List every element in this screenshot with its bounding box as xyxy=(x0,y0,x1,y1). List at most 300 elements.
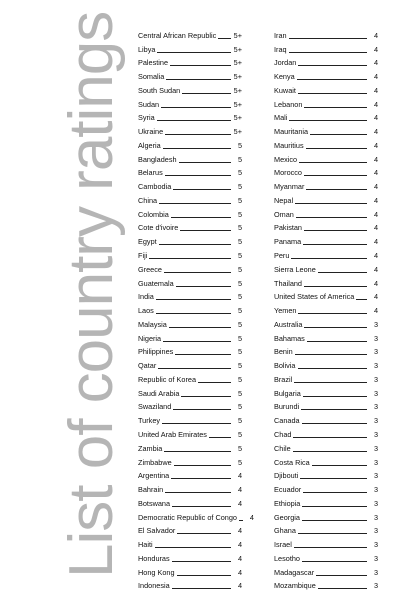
country-rating: 5 xyxy=(237,457,242,467)
country-name: Somalia xyxy=(138,72,165,82)
country-name: Costa Rica xyxy=(274,457,310,467)
country-rating: 5 xyxy=(237,195,242,205)
rating-row xyxy=(274,26,378,40)
country-name: Guatemala xyxy=(138,278,174,288)
rating-row xyxy=(274,232,378,246)
leader-line xyxy=(164,272,231,273)
country-rating: 4 xyxy=(373,195,378,205)
leader-line xyxy=(171,217,231,218)
rating-row xyxy=(138,260,242,274)
rating-row xyxy=(138,288,242,302)
country-name: Egypt xyxy=(138,237,157,247)
country-rating: 3 xyxy=(373,512,378,522)
rating-row xyxy=(274,67,378,81)
country-rating: 4 xyxy=(237,526,242,536)
rating-row xyxy=(138,274,242,288)
country-name: Haiti xyxy=(138,540,153,550)
leader-line xyxy=(156,313,231,314)
country-rating: 4 xyxy=(237,498,242,508)
rating-row xyxy=(138,563,242,577)
rating-row xyxy=(138,26,242,40)
rating-row xyxy=(138,439,242,453)
rating-row xyxy=(138,508,254,522)
leader-line xyxy=(356,299,367,300)
rating-row xyxy=(138,54,242,68)
country-name: Hong Kong xyxy=(138,567,175,577)
country-rating: 5 xyxy=(237,237,242,247)
rating-row xyxy=(274,288,378,302)
country-name: Pakistan xyxy=(274,223,302,233)
rating-row xyxy=(274,480,378,494)
country-name: Swaziland xyxy=(138,402,172,412)
country-rating: 5+ xyxy=(233,127,242,137)
leader-line xyxy=(179,162,231,163)
country-rating: 3 xyxy=(373,498,378,508)
rating-row xyxy=(138,81,242,95)
country-name: Ethiopia xyxy=(274,498,301,508)
leader-line xyxy=(298,313,367,314)
country-rating: 5 xyxy=(237,209,242,219)
rating-row xyxy=(274,549,378,563)
rating-row xyxy=(138,535,242,549)
country-rating: 4 xyxy=(373,292,378,302)
country-rating: 4 xyxy=(373,140,378,150)
leader-line xyxy=(158,368,231,369)
rating-row xyxy=(138,122,242,136)
country-rating: 3 xyxy=(373,402,378,412)
country-name: Bahrain xyxy=(138,485,164,495)
country-name: Nigeria xyxy=(138,333,162,343)
rating-row xyxy=(138,329,242,343)
country-name: Cote d'ivoire xyxy=(138,223,179,233)
country-name: Chile xyxy=(274,443,291,453)
country-rating: 5 xyxy=(237,278,242,288)
leader-line xyxy=(302,561,367,562)
country-name: Zimbabwe xyxy=(138,457,172,467)
country-rating: 4 xyxy=(373,154,378,164)
rating-row xyxy=(274,453,378,467)
country-name: Yemen xyxy=(274,306,297,316)
leader-line xyxy=(303,244,367,245)
leader-line xyxy=(295,354,367,355)
country-name: Iran xyxy=(274,30,287,40)
country-name: United Arab Emirates xyxy=(138,429,207,439)
rating-row xyxy=(274,219,378,233)
country-name: Philippines xyxy=(138,347,174,357)
rating-row xyxy=(274,370,378,384)
country-name: Myanmar xyxy=(274,182,305,192)
country-name: Iraq xyxy=(274,44,287,54)
country-rating: 4 xyxy=(237,567,242,577)
country-rating: 5 xyxy=(237,319,242,329)
country-rating: 5 xyxy=(237,182,242,192)
rating-row xyxy=(138,109,242,123)
country-name: Laos xyxy=(138,306,154,316)
leader-line xyxy=(209,437,231,438)
country-rating: 4 xyxy=(373,182,378,192)
country-name: South Sudan xyxy=(138,85,181,95)
leader-line xyxy=(298,368,368,369)
leader-line xyxy=(312,465,367,466)
country-name: Indonesia xyxy=(138,581,170,591)
rating-row xyxy=(138,522,242,536)
leader-line xyxy=(303,492,367,493)
country-name: Sudan xyxy=(138,99,160,109)
leader-line xyxy=(170,65,231,66)
leader-line xyxy=(303,396,367,397)
country-rating: 4 xyxy=(237,581,242,591)
leader-line xyxy=(298,93,367,94)
country-rating: 4 xyxy=(237,553,242,563)
country-rating: 3 xyxy=(373,361,378,371)
country-name: Central African Republic xyxy=(138,30,217,40)
page-title-container xyxy=(52,11,132,578)
leader-line xyxy=(172,561,231,562)
leader-line xyxy=(177,575,231,576)
country-rating: 4 xyxy=(373,278,378,288)
leader-line xyxy=(181,396,231,397)
rating-row xyxy=(274,150,378,164)
country-name: Ukraine xyxy=(138,127,164,137)
leader-line xyxy=(175,354,231,355)
country-rating: 3 xyxy=(373,388,378,398)
country-rating: 5 xyxy=(237,333,242,343)
country-name: Oman xyxy=(274,209,294,219)
country-name: Colombia xyxy=(138,209,169,219)
country-name: Djibouti xyxy=(274,471,299,481)
country-rating: 4 xyxy=(237,485,242,495)
country-rating: 5+ xyxy=(233,72,242,82)
leader-line xyxy=(164,451,231,452)
country-rating: 5 xyxy=(237,416,242,426)
country-rating: 3 xyxy=(373,553,378,563)
country-name: Nepal xyxy=(274,195,294,205)
leader-line xyxy=(239,520,243,521)
country-name: Georgia xyxy=(274,512,300,522)
country-rating: 3 xyxy=(373,485,378,495)
country-rating: 3 xyxy=(373,540,378,550)
rating-row xyxy=(138,577,242,591)
leader-line xyxy=(165,175,231,176)
country-name: Brazil xyxy=(274,374,293,384)
country-name: Kuwait xyxy=(274,85,296,95)
rating-row xyxy=(274,136,378,150)
rating-row xyxy=(138,95,242,109)
leader-line xyxy=(307,341,367,342)
country-rating: 3 xyxy=(373,374,378,384)
rating-row xyxy=(138,343,242,357)
country-rating: 4 xyxy=(373,44,378,54)
rating-row xyxy=(138,301,242,315)
rating-row xyxy=(138,40,242,54)
leader-line xyxy=(310,134,367,135)
rating-row xyxy=(138,411,242,425)
country-rating: 4 xyxy=(373,85,378,95)
leader-line xyxy=(172,588,231,589)
country-name: Bolivia xyxy=(274,361,296,371)
leader-line xyxy=(295,203,367,204)
rating-row xyxy=(138,315,242,329)
leader-line xyxy=(294,547,367,548)
country-rating: 3 xyxy=(373,457,378,467)
leader-line xyxy=(304,107,367,108)
leader-line xyxy=(162,423,231,424)
leader-line xyxy=(316,575,367,576)
leader-line xyxy=(177,533,231,534)
country-name: Benin xyxy=(274,347,293,357)
country-name: Lesotho xyxy=(274,553,300,563)
rating-row xyxy=(274,577,378,591)
leader-line xyxy=(298,65,367,66)
country-rating: 3 xyxy=(373,319,378,329)
leader-line xyxy=(159,244,231,245)
country-name: Ghana xyxy=(274,526,296,536)
leader-line xyxy=(293,451,367,452)
country-rating: 4 xyxy=(373,58,378,68)
rating-row xyxy=(138,398,242,412)
leader-line xyxy=(300,478,367,479)
leader-line xyxy=(299,162,367,163)
ratings-column-right xyxy=(274,26,378,590)
leader-line xyxy=(173,409,231,410)
country-name: Jordan xyxy=(274,58,297,68)
page-title: List of country ratings xyxy=(57,11,126,578)
leader-line xyxy=(166,79,230,80)
rating-row xyxy=(274,81,378,95)
country-rating: 3 xyxy=(373,429,378,439)
rating-row xyxy=(274,384,378,398)
country-rating: 5 xyxy=(237,264,242,274)
country-rating: 4 xyxy=(373,127,378,137)
country-name: Syria xyxy=(138,113,155,123)
country-rating: 4 xyxy=(373,237,378,247)
rating-row xyxy=(138,205,242,219)
country-rating: 5 xyxy=(237,251,242,261)
rating-row xyxy=(274,274,378,288)
country-rating: 4 xyxy=(373,223,378,233)
country-name: Burundi xyxy=(274,402,300,412)
country-rating: 5 xyxy=(237,168,242,178)
country-rating: 3 xyxy=(373,347,378,357)
leader-line xyxy=(149,258,231,259)
country-rating: 3 xyxy=(373,333,378,343)
rating-row xyxy=(138,453,242,467)
rating-row xyxy=(274,439,378,453)
leader-line xyxy=(294,382,367,383)
country-rating: 4 xyxy=(373,113,378,123)
country-name: Thailand xyxy=(274,278,302,288)
country-rating: 3 xyxy=(373,416,378,426)
rating-row xyxy=(274,494,378,508)
country-rating: 3 xyxy=(373,526,378,536)
rating-row xyxy=(274,398,378,412)
leader-line xyxy=(156,299,231,300)
leader-line xyxy=(306,189,367,190)
country-rating: 5 xyxy=(237,347,242,357)
leader-line xyxy=(172,506,231,507)
country-name: Argentina xyxy=(138,471,170,481)
leader-line xyxy=(297,79,367,80)
rating-row xyxy=(274,343,378,357)
country-name: Australia xyxy=(274,319,303,329)
country-name: Sierra Leone xyxy=(274,264,316,274)
country-name: Democratic Republic of Congo xyxy=(138,512,237,522)
country-name: Madagascar xyxy=(274,567,315,577)
country-rating: 5 xyxy=(237,292,242,302)
country-rating: 4 xyxy=(249,512,254,522)
leader-line xyxy=(291,258,367,259)
leader-line xyxy=(163,148,231,149)
country-name: Belarus xyxy=(138,168,163,178)
country-rating: 4 xyxy=(373,30,378,40)
country-name: Botswana xyxy=(138,498,171,508)
rating-row xyxy=(274,411,378,425)
rating-row xyxy=(274,260,378,274)
rating-row xyxy=(274,315,378,329)
leader-line xyxy=(304,286,367,287)
rating-row xyxy=(138,425,242,439)
country-rating: 4 xyxy=(373,264,378,274)
country-rating: 5 xyxy=(237,443,242,453)
country-name: Kenya xyxy=(274,72,295,82)
rating-row xyxy=(274,301,378,315)
country-rating: 5 xyxy=(237,223,242,233)
rating-row xyxy=(274,356,378,370)
rating-row xyxy=(138,549,242,563)
leader-line xyxy=(174,465,231,466)
country-name: China xyxy=(138,195,158,205)
rating-row xyxy=(138,191,242,205)
country-name: Libya xyxy=(138,44,156,54)
leader-line xyxy=(165,134,231,135)
rating-row xyxy=(274,205,378,219)
country-name: United States of America xyxy=(274,292,355,302)
country-rating: 5+ xyxy=(233,44,242,54)
country-rating: 5 xyxy=(237,402,242,412)
rating-row xyxy=(138,467,242,481)
rating-row xyxy=(138,219,242,233)
country-rating: 5 xyxy=(237,388,242,398)
country-name: Saudi Arabia xyxy=(138,388,180,398)
rating-row xyxy=(138,150,242,164)
rating-row xyxy=(274,522,378,536)
country-name: Qatar xyxy=(138,361,157,371)
country-name: Morocco xyxy=(274,168,302,178)
country-rating: 4 xyxy=(373,72,378,82)
country-rating: 5+ xyxy=(233,30,242,40)
rating-row xyxy=(274,177,378,191)
leader-line xyxy=(304,327,367,328)
country-name: Peru xyxy=(274,251,290,261)
country-rating: 5 xyxy=(237,140,242,150)
leader-line xyxy=(318,272,367,273)
leader-line xyxy=(159,203,231,204)
country-name: Mali xyxy=(274,113,288,123)
leader-line xyxy=(176,286,231,287)
rating-row xyxy=(274,246,378,260)
country-rating: 3 xyxy=(373,443,378,453)
country-name: Bulgaria xyxy=(274,388,301,398)
leader-line xyxy=(163,341,231,342)
leader-line xyxy=(289,52,367,53)
rating-row xyxy=(138,177,242,191)
leader-line xyxy=(173,189,231,190)
country-rating: 5 xyxy=(237,361,242,371)
country-name: Chad xyxy=(274,429,292,439)
country-name: Zambia xyxy=(138,443,163,453)
rating-row xyxy=(274,329,378,343)
country-name: Canada xyxy=(274,416,300,426)
rating-row xyxy=(274,563,378,577)
leader-line xyxy=(289,120,367,121)
country-name: India xyxy=(138,292,154,302)
country-name: Ecuador xyxy=(274,485,302,495)
rating-row xyxy=(138,136,242,150)
leader-line xyxy=(157,120,231,121)
country-name: Bangladesh xyxy=(138,154,177,164)
country-name: Fiji xyxy=(138,251,148,261)
country-rating: 4 xyxy=(237,540,242,550)
leader-line xyxy=(296,217,367,218)
rating-row xyxy=(138,356,242,370)
country-rating: 5+ xyxy=(233,58,242,68)
leader-line xyxy=(306,148,367,149)
country-name: Algeria xyxy=(138,140,161,150)
leader-line xyxy=(161,107,231,108)
leader-line xyxy=(298,533,367,534)
country-name: Mozambique xyxy=(274,581,316,591)
country-rating: 5+ xyxy=(233,99,242,109)
country-name: Palestine xyxy=(138,58,169,68)
country-rating: 4 xyxy=(373,168,378,178)
rating-row xyxy=(274,535,378,549)
rating-row xyxy=(274,425,378,439)
country-rating: 3 xyxy=(373,567,378,577)
leader-line xyxy=(165,492,231,493)
leader-line xyxy=(171,478,231,479)
country-name: Mauritius xyxy=(274,140,304,150)
leader-line xyxy=(182,93,230,94)
leader-line xyxy=(304,175,367,176)
rating-row xyxy=(274,191,378,205)
leader-line xyxy=(218,38,230,39)
country-rating: 5 xyxy=(237,429,242,439)
leader-line xyxy=(198,382,231,383)
rating-row xyxy=(274,467,378,481)
leader-line xyxy=(289,38,367,39)
leader-line xyxy=(180,230,231,231)
rating-row xyxy=(138,232,242,246)
country-rating: 4 xyxy=(237,471,242,481)
rating-row xyxy=(138,480,242,494)
country-name: Greece xyxy=(138,264,162,274)
leader-line xyxy=(293,437,367,438)
country-rating: 4 xyxy=(373,99,378,109)
rating-row xyxy=(138,494,242,508)
leader-line xyxy=(304,230,367,231)
country-rating: 5 xyxy=(237,154,242,164)
rating-row xyxy=(138,384,242,398)
rating-row xyxy=(274,40,378,54)
rating-row xyxy=(138,246,242,260)
rating-row xyxy=(274,122,378,136)
country-name: Turkey xyxy=(138,416,161,426)
country-name: Panama xyxy=(274,237,302,247)
country-name: Cambodia xyxy=(138,182,172,192)
country-name: Mauritania xyxy=(274,127,309,137)
leader-line xyxy=(302,423,367,424)
rating-row xyxy=(274,164,378,178)
